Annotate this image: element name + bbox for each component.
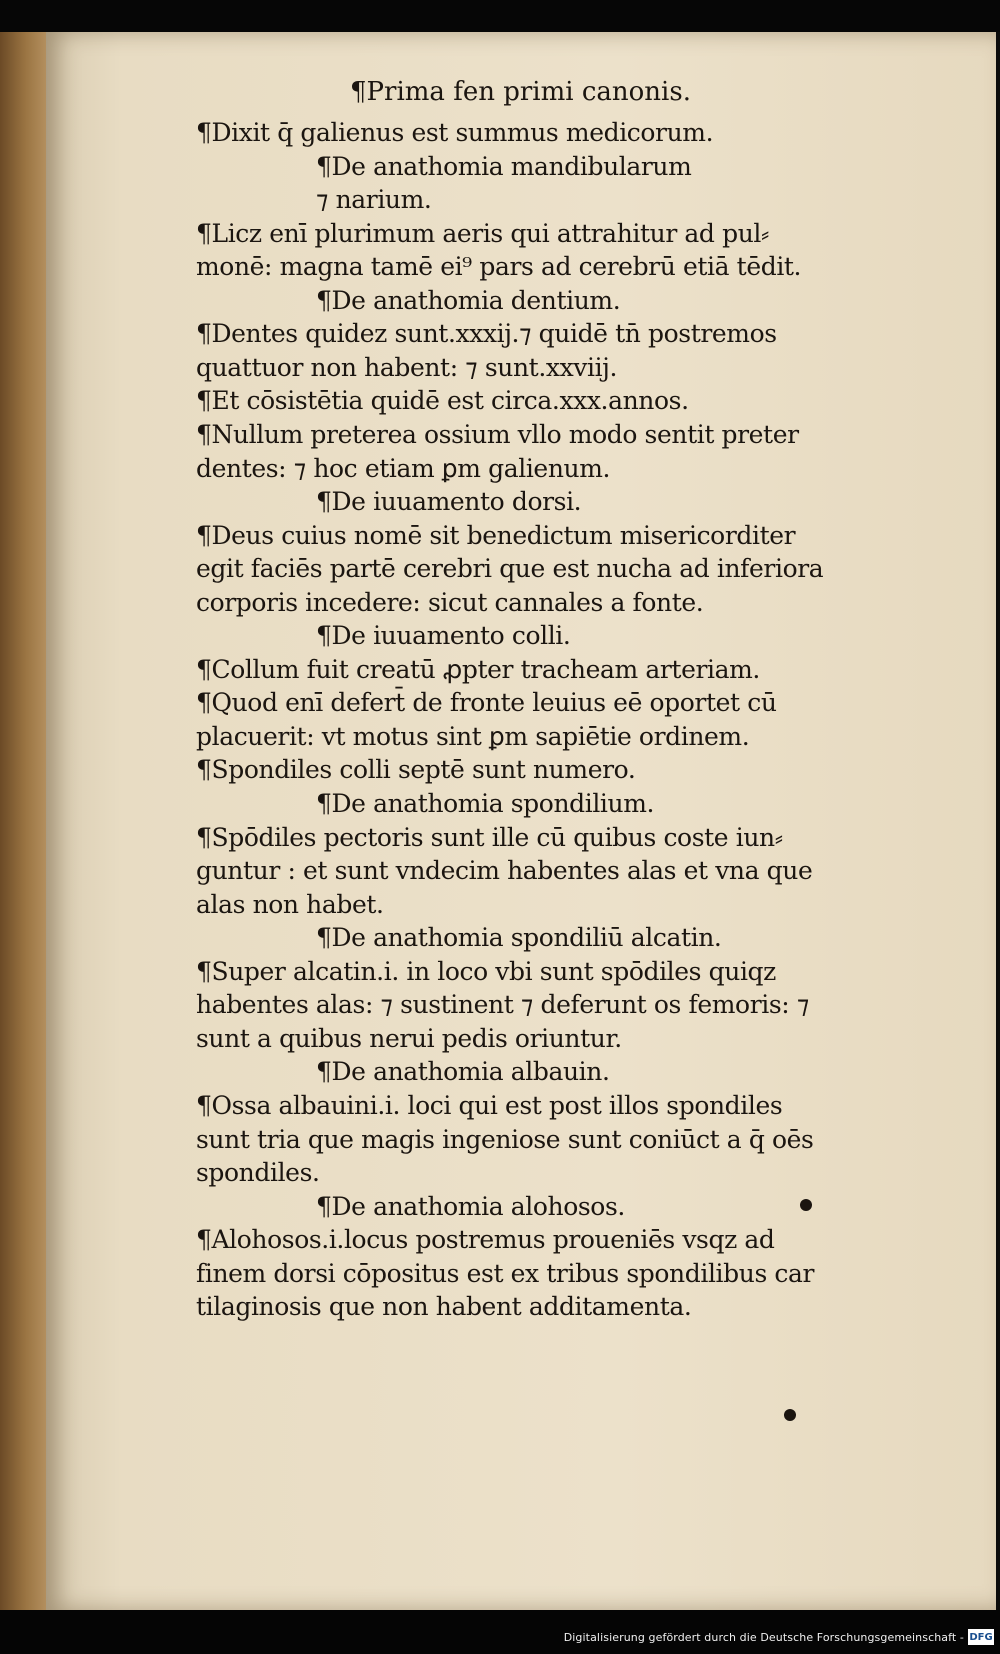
text-line: sunt tria que magis ingeniose sunt coniūct a q̄ oēs xyxy=(196,1124,814,1154)
section-heading: ¶De anathomia albauin. xyxy=(316,1057,610,1087)
ink-spot xyxy=(800,1199,812,1211)
section-heading: ¶De anathomia alohosos. xyxy=(316,1191,625,1221)
text-line: placuerit: vt motus sint ꝑm sapiētie ordinem. xyxy=(196,721,750,751)
section-heading: ⁊ narium. xyxy=(316,185,432,215)
text-line: spondiles. xyxy=(196,1158,320,1188)
scan-top-border xyxy=(0,0,1000,32)
text-line: ¶Ossa albauini.i. loci qui est post illos spondiles xyxy=(196,1090,783,1120)
section-heading: ¶De iuuamento colli. xyxy=(316,621,571,651)
section-heading: ¶De iuuamento dorsi. xyxy=(316,487,582,517)
text-line: tilaginosis que non habent additamenta. xyxy=(196,1292,692,1322)
text-line: ¶Quod enī defert̄ de fronte leuius eē oportet cū xyxy=(196,688,777,718)
text-line: ¶Dentes quidez sunt.xxxij.⁊ quidē tn̄ postremos xyxy=(196,319,777,349)
text-line: ¶Dixit q̄ galienus est summus medicorum. xyxy=(196,118,714,147)
text-line: egit faciēs partē cerebri que est nucha ad inferiora xyxy=(196,554,824,584)
text-line: finem dorsi cōpositus est ex tribus spondilibus car xyxy=(196,1258,815,1288)
text-line: sunt a quibus nerui pedis oriuntur. xyxy=(196,1023,622,1053)
text-line: ¶Spōdiles pectoris sunt ille cū quibus coste iun⸗ xyxy=(196,822,783,852)
dfg-logo: DFG xyxy=(968,1629,994,1645)
text-line: quattuor non habent: ⁊ sunt.xxviij. xyxy=(196,352,618,382)
section-heading: ¶De anathomia dentium. xyxy=(316,285,621,315)
text-line: guntur : et sunt vndecim habentes alas et vna que xyxy=(196,856,813,886)
text-line: corporis incedere: sicut cannales a fonte. xyxy=(196,587,704,617)
section-heading: ¶De anathomia spondiliū alcatin. xyxy=(316,923,722,953)
text-line: ¶Collum fuit creatū ꝓpter tracheam arteriam. xyxy=(196,654,760,684)
text-line: dentes: ⁊ hoc etiam ꝑm galienum. xyxy=(196,453,611,483)
text-line: ¶Super alcatin.i. in loco vbi sunt spōdiles quiqz xyxy=(196,956,776,986)
running-head: ¶Prima fen primi canonis. xyxy=(350,77,691,107)
book-spine-edge xyxy=(0,32,46,1610)
text-line: ¶Nullum preterea ossium vllo modo sentit preter xyxy=(196,419,799,449)
section-heading: ¶De anathomia spondilium. xyxy=(316,789,655,818)
text-line: monē: magna tamē ei⁹ pars ad cerebrū etiā tēdit. xyxy=(196,252,802,282)
text-line: ¶Deus cuius nomē sit benedictum misericorditer xyxy=(196,520,796,550)
text-line: ¶Et cōsistētia quidē est circa.xxx.annos. xyxy=(196,386,689,416)
ink-spot xyxy=(784,1409,796,1421)
text-line: ¶Spondiles colli septē sunt numero. xyxy=(196,755,636,785)
text-line: ¶Alohosos.i.locus postremus proueniēs vsqz ad xyxy=(196,1225,775,1255)
text-line: habentes alas: ⁊ sustinent ⁊ deferunt os femoris: ⁊ xyxy=(196,990,809,1020)
text-line: ¶Licz enī plurimum aeris qui attrahitur ad pul⸗ xyxy=(196,218,769,248)
digitization-credit: Digitalisierung gefördert durch die Deutsche Forschungsgemeinschaft - xyxy=(563,1631,964,1644)
text-line: alas non habet. xyxy=(196,889,384,919)
section-heading: ¶De anathomia mandibularum xyxy=(316,151,692,181)
